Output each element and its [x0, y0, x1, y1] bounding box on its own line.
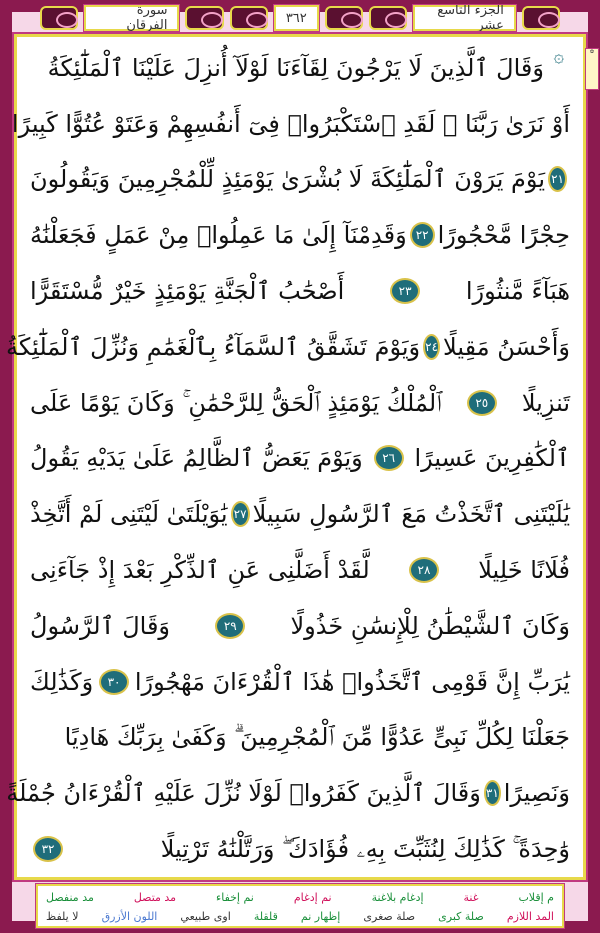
ornament-icon — [325, 6, 363, 30]
legend-item: اوى طبيعي — [180, 910, 231, 923]
legend-item: نم إدغام — [293, 891, 332, 904]
quran-text — [5, 40, 570, 878]
verse-text: ٱلْمُلْكُ يَوْمَئِذٍ ٱلْحَقُّ لِلرَّحْمَٰنِ ۚ وَكَانَ يَوْمًا عَلَى — [30, 388, 442, 417]
surah-name: سورة الفرقان — [84, 5, 179, 31]
text-line — [6, 765, 570, 821]
text-line — [30, 152, 570, 208]
legend-item: نم إخفاء — [216, 891, 254, 904]
verse-text: ٱلْكَٰفِرِينَ عَسِيرًا — [414, 444, 570, 473]
legend-item: مد منفصل — [46, 891, 94, 904]
text-line — [30, 207, 570, 263]
legend-item: صلة كبرى — [438, 910, 484, 923]
verse-text: يَٰوَيْلَتَىٰ لَيْتَنِى لَمْ أَتَّخِذْ — [30, 500, 228, 529]
text-line — [30, 431, 570, 487]
verse-text: تَنزِيلًا — [521, 388, 570, 417]
ornament-icon — [522, 6, 560, 30]
verse-text: هَبَآءً مَّنثُورًا — [465, 277, 570, 306]
ornament-icon — [40, 6, 78, 30]
verse-text: يَٰلَيْتَنِى ٱتَّخَذْتُ مَعَ ٱلرَّسُولِ سَبِيلًا — [252, 500, 570, 529]
verse-text: لَّقَدْ أَضَلَّنِى عَنِ ٱلذِّكْرِ بَعْدَ إِذْ جَآءَنِى — [30, 556, 370, 585]
legend-item: المد اللازم — [506, 910, 554, 923]
text-line — [30, 654, 570, 710]
verse-text: وَقَالَ ٱلرَّسُولُ — [30, 611, 171, 640]
legend-item: إظهار نم — [300, 910, 341, 923]
verse-text: وَكَذَٰلِكَ — [30, 667, 94, 696]
ayah-number-marker: ٣٠ — [99, 669, 129, 695]
legend-item: م إقلاب — [518, 891, 554, 904]
ornament-icon — [185, 6, 223, 30]
legend-item: صلة صغرى — [363, 910, 416, 923]
text-line — [30, 486, 570, 542]
ayah-number-marker: ٢٤ — [423, 334, 440, 360]
text-line — [11, 96, 570, 152]
juz-label: الجزء التاسع عشر — [413, 5, 516, 31]
verse-text: يَوْمَ يَرَوْنَ ٱلْمَلَٰٓئِكَةَ لَا بُشْرَىٰ يَوْمَئِذٍ لِّلْمُجْرِمِينَ وَيَقُولُونَ — [30, 165, 545, 194]
legend-row — [46, 888, 554, 907]
ayah-number-marker: ٢٣ — [390, 278, 420, 304]
verse-text: وَيَوْمَ تَشَقَّقُ ٱلسَّمَآءُ بِٱلْغَمَٰمِ وَنُزِّلَ ٱلْمَلَٰٓئِكَةُ — [5, 332, 421, 361]
verse-text: وَيَوْمَ يَعَضُّ ٱلظَّالِمُ عَلَىٰ يَدَيْهِ يَقُولُ — [30, 444, 363, 473]
verse-text: وَقَالَ ٱلَّذِينَ كَفَرُوا۟ لَوْلَا نُزِّلَ عَلَيْهِ ٱلْقُرْءَانُ جُمْلَةً — [6, 779, 481, 808]
verse-text: وَأَحْسَنُ مَقِيلًا — [443, 332, 570, 361]
text-line — [30, 40, 570, 96]
text-line — [30, 263, 570, 319]
ayah-number-marker: ٢٩ — [215, 613, 245, 639]
rub-el-hizb-icon: ۞ — [553, 46, 564, 67]
verse-text: وَقَدِمْنَآ إِلَىٰ مَا عَمِلُوا۟ مِنْ عَمَلٍ فَجَعَلْنَٰهُ — [30, 221, 407, 250]
verse-text: وَكَانَ ٱلشَّيْطَٰنُ لِلْإِنسَٰنِ خَذُولًا — [290, 611, 570, 640]
text-line — [30, 542, 570, 598]
ayah-number-marker: ٣٢ — [33, 836, 63, 862]
ayah-number-marker: ٢٧ — [231, 501, 250, 527]
ayah-number-marker: ٣١ — [484, 780, 501, 806]
verse-text: فُلَانًا خَلِيلًا — [478, 556, 570, 585]
text-line — [30, 821, 570, 877]
legend-row — [46, 907, 554, 926]
verse-text: يَٰرَبِّ إِنَّ قَوْمِى ٱتَّخَذُوا۟ هَٰذَا ٱلْقُرْءَانَ مَهْجُورًا — [134, 667, 570, 696]
ayah-number-marker: ٢١ — [548, 166, 567, 192]
verse-text: وَقَالَ ٱلَّذِينَ لَا يَرْجُونَ لِقَآءَنَا لَوْلَآ أُنزِلَ عَلَيْنَا ٱلْمَلَٰٓئِكَةُ — [47, 53, 544, 82]
text-line — [30, 710, 570, 766]
legend-item: مد متصل — [133, 891, 177, 904]
text-line — [5, 319, 570, 375]
verse-text: جَعَلْنَا لِكُلِّ نَبِىٍّ عَدُوًّا مِّنَ ٱلْمُجْرِمِينَ ۗ وَكَفَىٰ بِرَبِّكَ هَادِيًا — [64, 723, 570, 752]
ornament-icon — [369, 6, 407, 30]
ayah-number-marker: ٢٨ — [409, 557, 439, 583]
text-line — [30, 375, 570, 431]
legend-item: اللون الأزرق — [101, 910, 158, 923]
verse-text: أَصْحَٰبُ ٱلْجَنَّةِ يَوْمَئِذٍ خَيْرٌ مُّسْتَقَرًّا — [30, 277, 345, 306]
ayah-number-marker: ٢٥ — [467, 390, 497, 416]
legend-item: لا يلفظ — [46, 910, 79, 923]
ornament-icon — [230, 6, 268, 30]
text-line — [30, 598, 570, 654]
verse-text: وَٰحِدَةً ۚ كَذَٰلِكَ لِنُثَبِّتَ بِهِۦ فُؤَادَكَ ۖ وَرَتَّلْنَٰهُ تَرْتِيلًا — [160, 835, 570, 864]
legend-item: غنة — [463, 891, 479, 904]
page-header — [40, 3, 560, 33]
verse-text: حِجْرًا مَّحْجُورًا — [437, 221, 570, 250]
verse-text: أَوْ نَرَىٰ رَبَّنَا ۗ لَقَدِ ٱسْتَكْبَرُوا۟ فِىٓ أَنفُسِهِمْ وَعَتَوْ عُتُوًّا كَبِيرًا — [11, 109, 570, 138]
ayah-number-marker: ٢٦ — [374, 445, 404, 471]
tajweed-legend — [36, 884, 564, 928]
page-number: ٣٦٢ — [274, 5, 319, 31]
legend-item: قلقلة — [253, 910, 278, 923]
legend-item: إدغام بلاغنة — [371, 891, 424, 904]
margin-marker: ✿ — [585, 48, 599, 90]
ayah-number-marker: ٢٢ — [410, 222, 435, 248]
verse-text: وَنَصِيرًا — [503, 779, 570, 808]
